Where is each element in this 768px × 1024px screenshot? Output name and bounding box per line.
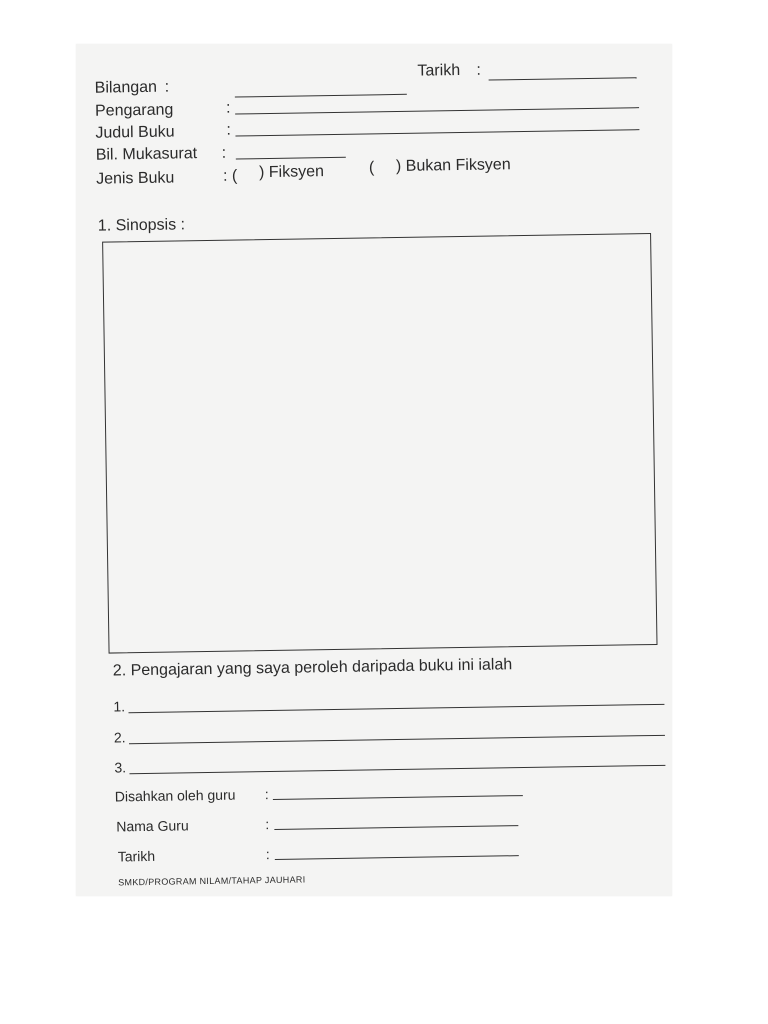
judul-buku-label: Judul Buku [95,123,175,142]
disahkan-colon: : [264,786,269,803]
pengarang-colon: : [225,99,231,117]
fiksyen-option[interactable]: ) Fiksyen [258,163,325,182]
pengajaran-item-2-number: 2. [113,729,126,746]
bilangan-colon: : [164,78,170,96]
sinopsis-heading: 1. Sinopsis : [97,216,186,235]
tarikh-colon: : [476,61,482,79]
pengajaran-item-1-line[interactable] [129,704,665,713]
jenis-buku-label: Jenis Buku [95,169,175,188]
bukan-fiksyen-open-paren[interactable]: ( [368,159,375,177]
bilangan-field[interactable] [235,94,407,98]
form-content [76,35,685,896]
sinopsis-box[interactable] [102,233,657,654]
tarikh-guru-label: Tarikh [117,847,156,865]
jenis-buku-colon-paren: : ( [222,167,238,185]
judul-buku-colon: : [226,121,231,139]
nama-guru-field[interactable] [274,825,518,830]
bukan-fiksyen-option[interactable]: ) Bukan Fiksyen [395,156,511,175]
pengajaran-item-1-number: 1. [113,698,126,715]
nama-guru-colon: : [265,816,270,833]
mukasurat-field[interactable] [236,157,346,160]
pengarang-field[interactable] [235,107,639,114]
tarikh-guru-field[interactable] [275,855,519,860]
nama-guru-label: Nama Guru [116,817,189,835]
disahkan-field[interactable] [273,795,523,800]
footer-code: SMKD/PROGRAM NILAM/TAHAP JAUHARI [118,874,306,888]
pengajaran-heading: 2. Pengajaran yang saya peroleh daripada buku ini ialah [112,656,513,680]
tarikh-label: Tarikh [417,61,461,80]
mukasurat-label: Bil. Mukasurat [95,145,198,164]
pengajaran-item-3-line[interactable] [129,765,665,774]
pengajaran-item-3-number: 3. [114,759,127,776]
judul-buku-field[interactable] [235,129,639,136]
mukasurat-colon: : [221,144,227,162]
tarikh-field[interactable] [489,77,637,80]
pengarang-label: Pengarang [94,101,174,120]
disahkan-label: Disahkan oleh guru [114,786,236,805]
pengajaran-item-2-line[interactable] [129,735,665,744]
form-sheet [76,44,672,896]
bilangan-label: Bilangan [94,78,158,97]
tarikh-guru-colon: : [265,846,270,863]
